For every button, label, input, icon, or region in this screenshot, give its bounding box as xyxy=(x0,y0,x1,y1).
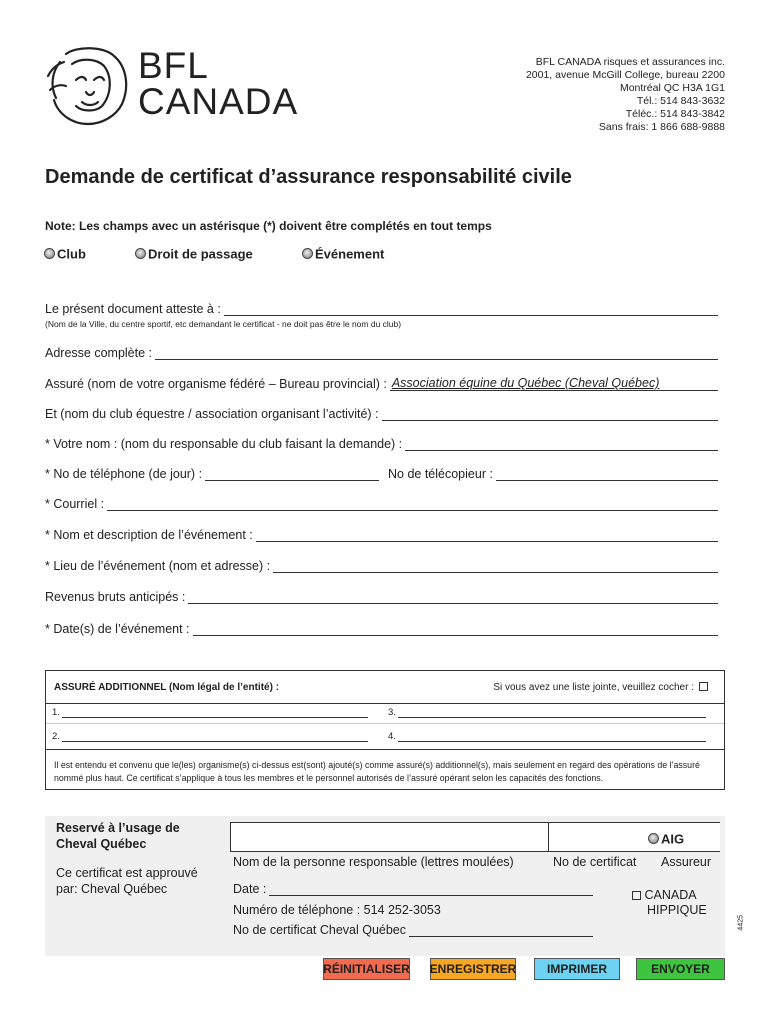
canada-hippique-option[interactable] xyxy=(632,888,707,918)
required-note: Note: Les champs avec un astérisque (*) doivent être complétés en tout temps xyxy=(45,219,492,233)
radio-icon[interactable] xyxy=(648,833,659,844)
company-address-block xyxy=(526,56,725,134)
phone-input[interactable] xyxy=(205,468,379,481)
radio-icon[interactable] xyxy=(135,248,146,259)
canada-label: CANADA xyxy=(644,888,697,902)
attach-list-checkbox[interactable] xyxy=(699,682,708,691)
address-input[interactable] xyxy=(155,347,718,360)
radio-icon[interactable] xyxy=(302,248,313,259)
logo-line2: CANADA xyxy=(138,81,299,122)
attach-list-label: Si vous avez une liste jointe, veuillez cocher : xyxy=(493,682,694,693)
organizer-label: Et (nom du club équestre / association organisant l’activité) : xyxy=(45,407,379,421)
radio-club-label: Club xyxy=(57,246,86,262)
reserved-label-line2: Cheval Québec xyxy=(56,837,147,851)
company-logo-text xyxy=(138,45,299,122)
event-place-input[interactable] xyxy=(273,560,718,573)
reserved-label xyxy=(56,820,180,852)
approval-text xyxy=(56,865,198,897)
approval-line2: par: Cheval Québec xyxy=(56,882,168,896)
canada-hippique-checkbox[interactable] xyxy=(632,891,641,900)
additional-insured-2-input[interactable] xyxy=(62,731,368,742)
company-tel: Tél.: 514 843-3632 xyxy=(636,95,725,107)
page-title: Demande de certificat d’assurance responsabilité civile xyxy=(45,166,572,188)
dates-field[interactable] xyxy=(45,622,718,636)
insured-value: Association équine du Québec (Cheval Québec) xyxy=(391,376,660,390)
additional-insured-2[interactable] xyxy=(52,731,368,742)
email-label: * Courriel : xyxy=(45,497,105,511)
event-place-label: * Lieu de l’événement (nom et adresse) : xyxy=(45,559,271,573)
radio-event[interactable] xyxy=(302,245,384,263)
radio-event-label: Événement xyxy=(315,246,385,262)
date-label: Date : xyxy=(233,882,267,896)
cq-certificate-field[interactable] xyxy=(233,923,593,937)
fax-label: No de télécopieur : xyxy=(388,467,493,481)
fax-input[interactable] xyxy=(496,468,718,481)
insurer-label: Assureur xyxy=(661,855,712,869)
revenue-field[interactable] xyxy=(45,590,718,604)
company-name: BFL CANADA risques et assurances inc. xyxy=(535,56,725,68)
dates-input[interactable] xyxy=(193,623,718,636)
additional-insured-4-number: 4. xyxy=(388,731,396,742)
print-button[interactable]: IMPRIMER xyxy=(534,958,620,980)
additional-insured-header xyxy=(46,671,724,704)
attest-field[interactable] xyxy=(45,302,718,316)
email-field[interactable] xyxy=(45,497,718,511)
insured-label: Assuré (nom de votre organisme fédéré – Bureau provincial) : xyxy=(45,377,387,391)
date-field[interactable] xyxy=(233,882,593,896)
certificate-number-label: No de certificat xyxy=(553,855,637,869)
hippique-label: HIPPIQUE xyxy=(647,903,707,917)
form-code: 4425 xyxy=(738,915,745,931)
send-button[interactable]: ENVOYER xyxy=(636,958,725,980)
additional-insured-box xyxy=(45,670,725,790)
additional-insured-4[interactable] xyxy=(388,731,706,742)
your-name-field[interactable] xyxy=(45,437,718,451)
additional-insured-1[interactable] xyxy=(52,707,368,718)
radio-aig-label: AIG xyxy=(661,831,685,847)
your-name-label: * Votre nom : (nom du responsable du club faisant la demande) : xyxy=(45,437,403,451)
radio-passage[interactable] xyxy=(135,245,253,263)
radio-club[interactable] xyxy=(44,245,86,263)
radio-icon[interactable] xyxy=(44,248,55,259)
logo-line1: BFL xyxy=(138,45,209,86)
additional-insured-1-number: 1. xyxy=(52,707,60,718)
attach-list-option xyxy=(493,682,694,693)
lion-head-icon xyxy=(46,46,132,126)
additional-insured-disclaimer: Il est entendu et convenu que le(les) organisme(s) ci-dessus est(sont) ajouté(s) comme assuré(s) additionnel(s), mais seulement en regard des opérations de l’assuré nommé plus haut. Ce certificat s’applique à tous les membres et le personnel autorisés de l’assuré opérant selon les capacités des fonctions. xyxy=(54,760,700,783)
additional-insured-3[interactable] xyxy=(388,707,706,718)
divider xyxy=(46,723,724,724)
additional-insured-3-number: 3. xyxy=(388,707,396,718)
additional-insured-4-input[interactable] xyxy=(398,731,706,742)
event-name-input[interactable] xyxy=(256,529,718,542)
event-place-field[interactable] xyxy=(45,559,718,573)
reserved-input-box[interactable] xyxy=(230,822,720,852)
your-name-input[interactable] xyxy=(405,438,718,451)
approval-line1: Ce certificat est approuvé xyxy=(56,866,198,880)
attest-input[interactable] xyxy=(224,303,718,316)
dates-label: * Date(s) de l’événement : xyxy=(45,622,190,636)
company-toll-free: Sans frais: 1 866 688-9888 xyxy=(598,121,725,133)
cheval-quebec-phone: Numéro de téléphone : 514 252-3053 xyxy=(233,903,441,917)
attest-label: Le présent document atteste à : xyxy=(45,302,221,316)
company-city: Montréal QC H3A 1G1 xyxy=(619,82,725,94)
save-button[interactable]: ENREGISTRER xyxy=(430,958,516,980)
cq-certificate-label: No de certificat Cheval Québec xyxy=(233,923,407,937)
fax-field[interactable] xyxy=(388,467,718,481)
event-name-label: * Nom et description de l’événement : xyxy=(45,528,253,542)
address-label: Adresse complète : xyxy=(45,346,152,360)
reserved-label-line1: Reservé à l’usage de xyxy=(56,821,180,835)
divider xyxy=(548,822,549,852)
phone-label: * No de téléphone (de jour) : xyxy=(45,467,203,481)
divider xyxy=(46,749,724,750)
radio-passage-label: Droit de passage xyxy=(148,246,253,262)
organizer-field[interactable] xyxy=(45,407,718,421)
insured-field[interactable] xyxy=(45,377,718,391)
additional-insured-2-number: 2. xyxy=(52,731,60,742)
phone-field[interactable] xyxy=(45,467,379,481)
additional-insured-title: ASSURÉ ADDITIONNEL (Nom légal de l’entité) : xyxy=(54,682,280,693)
additional-insured-3-input[interactable] xyxy=(398,707,706,718)
organizer-input[interactable] xyxy=(382,408,718,421)
cq-certificate-input[interactable] xyxy=(409,924,593,937)
radio-aig[interactable] xyxy=(648,830,684,848)
address-field[interactable] xyxy=(45,346,718,360)
date-input[interactable] xyxy=(269,883,593,896)
responsible-name-label: Nom de la personne responsable (lettres moulées) xyxy=(233,855,514,869)
attest-hint: (Nom de la Ville, du centre sportif, etc demandant le certificat - ne doit pas être le nom du club) xyxy=(45,319,402,329)
company-address: 2001, avenue McGill College, bureau 2200 xyxy=(525,69,725,81)
event-name-field[interactable] xyxy=(45,528,718,542)
reset-button[interactable]: RÉINITIALISER xyxy=(323,958,410,980)
revenue-input[interactable] xyxy=(188,591,718,604)
email-input[interactable] xyxy=(107,498,718,511)
additional-insured-1-input[interactable] xyxy=(62,707,368,718)
insured-input[interactable] xyxy=(390,378,718,391)
company-fax: Téléc.: 514 843-3842 xyxy=(625,108,725,120)
revenue-label: Revenus bruts anticipés : xyxy=(45,590,186,604)
